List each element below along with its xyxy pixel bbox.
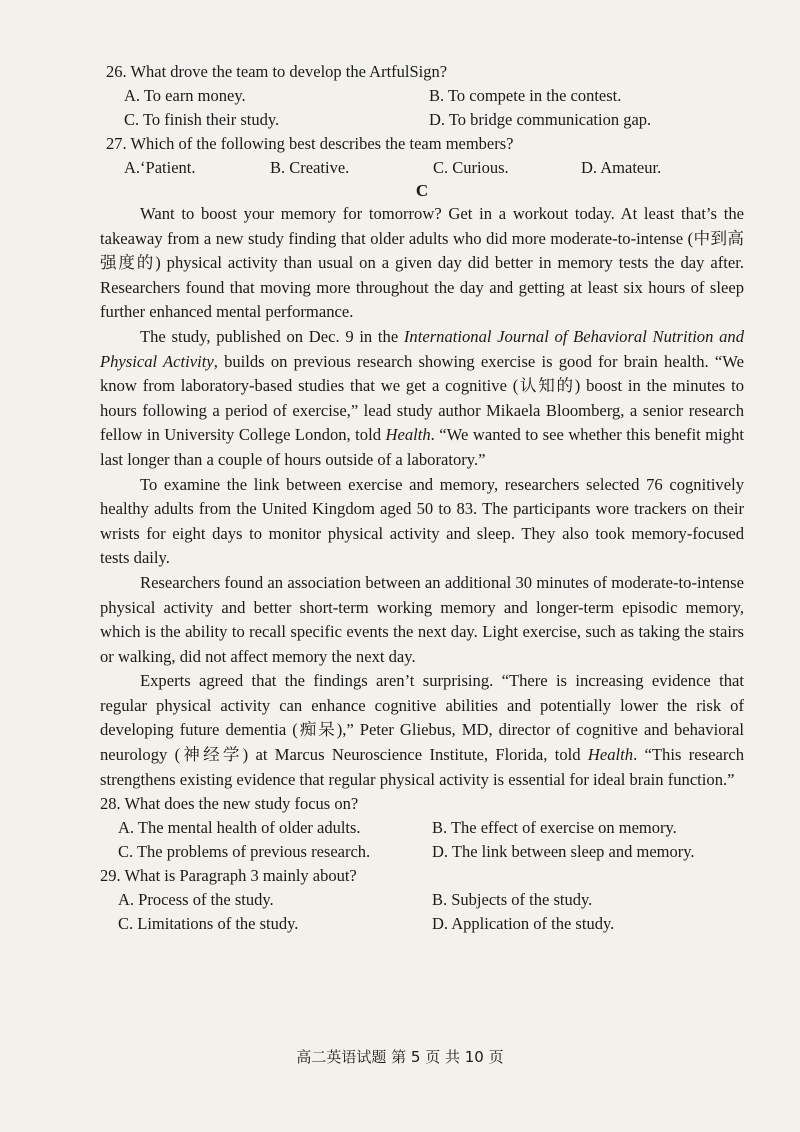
question-26 — [100, 60, 744, 132]
option-b: B. Subjects of the study. — [432, 890, 593, 910]
paragraph-2-text: The study, published on Dec. 9 in the — [140, 326, 404, 346]
question-stem: 28. What does the new study focus on? — [100, 794, 359, 814]
option-b: B. Creative. — [270, 158, 350, 177]
option-c: C. To finish their study. — [124, 110, 280, 129]
option-c: C. Curious. — [433, 158, 509, 177]
paragraph-5 — [100, 669, 744, 792]
option-b: B. The effect of exercise on memory. — [432, 818, 677, 838]
option-list — [124, 156, 744, 180]
paragraph-3: To examine the link between exercise and memory, researchers selected 76 cognitively healthy adults from the United Kingdom aged 50 to 83. The participants wore trackers on their wrists for eight days to monitor physical activity and sleep. They also took memory-focused tests daily. — [100, 474, 744, 568]
option-a: A. The mental health of older adults. — [118, 818, 361, 838]
option-a: A. To earn money. — [124, 86, 246, 105]
option-list — [118, 888, 744, 936]
option-a: A. Process of the study. — [118, 890, 274, 910]
page-footer: 高二英语试题 第 5 页 共 10 页 — [296, 1048, 504, 1066]
question-stem: 26. What drove the team to develop the ArtfulSign? — [106, 62, 448, 81]
paragraph-1: Want to boost your memory for tomorrow? Get in a workout today. At least that’s the takeaway from a new study finding that older adults who did more moderate-to-intense (中到高强度的) physical activity than usual on a given day did better in memory tests the day after. Researchers found that moving more throughout the day and getting at least six hours of sleep further enhanced mental performance. — [100, 204, 744, 322]
option-b: B. To compete in the contest. — [429, 86, 622, 105]
publication-name: Health — [587, 745, 634, 765]
question-28 — [100, 792, 744, 864]
paragraph-2 — [100, 325, 744, 473]
paragraph-2-text: , builds on previous research showing exercise is good for brain health. “We know from laboratory-based studies that we get a cognitive (认知的) boost in the minutes to hours following a period of exercise,” lead study author Mikaela Bloomberg, a senior research fellow in University College London, told — [100, 351, 744, 445]
paragraph-5-text: . “This research strengthens existing evidence that regular physical activity is essential for ideal brain function.” — [100, 745, 745, 789]
question-29 — [100, 864, 744, 936]
option-list — [118, 816, 744, 864]
option-d: D. The link between sleep and memory. — [432, 842, 695, 862]
journal-title: International Journal of Behavioral Nutrition and Physical Activity — [100, 326, 744, 371]
option-c: C. The problems of previous research. — [118, 842, 371, 862]
question-27 — [100, 132, 744, 180]
section-label: C — [415, 181, 429, 200]
paragraph-5-text: Experts agreed that the findings aren’t surprising. “There is increasing evidence that regular physical activity can enhance cognitive abilities and potentially lower the risk of developing future dementia (痴呆),” Peter Gliebus, MD, director of cognitive and behavioral neurology (神经学) at Marcus Neuroscience Institute, Florida, told — [100, 671, 744, 765]
question-stem: 29. What is Paragraph 3 mainly about? — [100, 866, 357, 886]
publication-name: Health — [385, 425, 431, 445]
option-c: C. Limitations of the study. — [118, 914, 299, 934]
option-d: D. Amateur. — [581, 158, 662, 177]
option-d: D. Application of the study. — [432, 914, 615, 934]
paragraph-2-text: . “We wanted to see whether this benefit might last longer than a couple of hours outside of a laboratory.” — [100, 425, 744, 469]
option-d: D. To bridge communication gap. — [429, 110, 652, 129]
option-list — [124, 84, 744, 132]
passage — [100, 202, 744, 792]
question-stem: 27. Which of the following best describes the team members? — [106, 134, 514, 153]
option-a: A.ʻPatient. — [124, 158, 196, 177]
paragraph-4: Researchers found an association between an additional 30 minutes of moderate-to-intense physical activity and better short-term working memory and longer-term episodic memory, which is the ability to recall specific events the next day. Light exercise, such as taking the stairs or walking, did not affect memory the next day. — [100, 572, 744, 666]
